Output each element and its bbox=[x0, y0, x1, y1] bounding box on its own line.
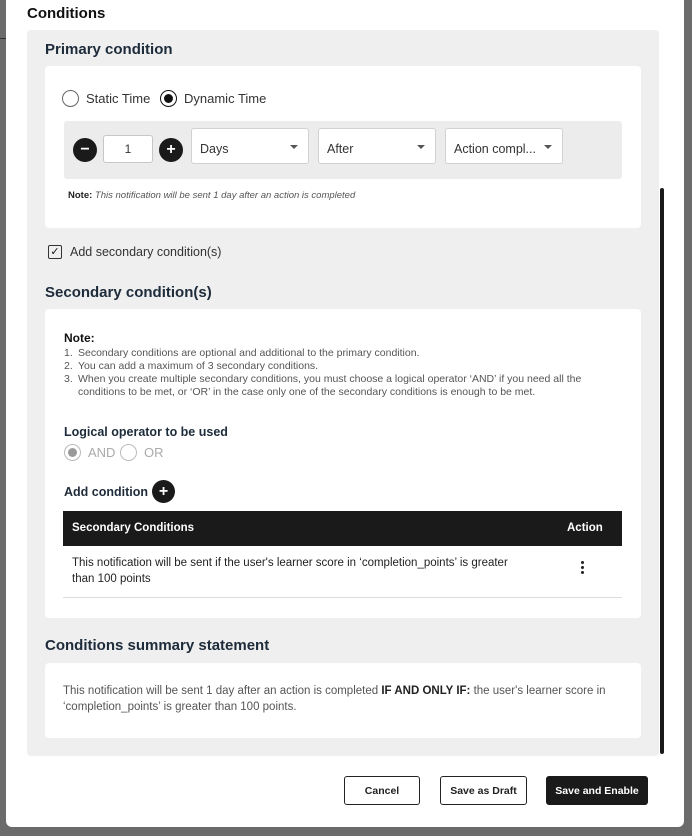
save-draft-button[interactable]: Save as Draft bbox=[440, 776, 527, 805]
minus-icon: − bbox=[80, 141, 90, 158]
plus-icon: + bbox=[158, 482, 169, 500]
add-secondary-label: Add secondary condition(s) bbox=[70, 245, 222, 259]
conditions-modal bbox=[6, 0, 684, 827]
primary-note-label: Note: bbox=[68, 190, 93, 201]
summary-title: Conditions summary statement bbox=[45, 637, 270, 654]
event-select-value: Action compl... bbox=[454, 142, 536, 156]
quantity-input[interactable]: 1 bbox=[103, 135, 153, 163]
summary-card bbox=[45, 663, 641, 738]
chevron-down-icon bbox=[417, 145, 425, 149]
radio-selected-dot bbox=[164, 94, 173, 103]
secondary-conditions-card bbox=[45, 309, 641, 618]
note-item: 2. You can add a maximum of 3 secondary conditions. bbox=[64, 360, 319, 372]
logical-operator-label: Logical operator to be used bbox=[64, 425, 228, 439]
dynamic-time-option[interactable] bbox=[160, 90, 266, 107]
static-time-radio[interactable] bbox=[62, 90, 79, 107]
increment-button[interactable] bbox=[159, 138, 183, 162]
secondary-conditions-table-header bbox=[63, 511, 622, 546]
plus-icon: + bbox=[166, 141, 176, 158]
secondary-notes-list bbox=[64, 347, 624, 399]
relation-select[interactable] bbox=[318, 128, 436, 164]
note-item: 1. Secondary conditions are optional and additional to the primary condition. bbox=[64, 347, 420, 359]
chevron-down-icon bbox=[544, 145, 552, 149]
note-item: 3. When you create multiple secondary conditions, you must choose a logical operator ‘AND’ if you need all the conditions to be met, or ‘OR’ in the case only one of the secondary conditions is enough to be met. bbox=[64, 373, 582, 398]
event-select[interactable] bbox=[445, 128, 563, 164]
more-options-icon[interactable] bbox=[581, 560, 584, 575]
or-label: OR bbox=[144, 445, 164, 460]
modal-title: Conditions bbox=[27, 5, 106, 22]
or-option[interactable] bbox=[120, 444, 164, 461]
add-secondary-checkbox[interactable] bbox=[48, 245, 62, 259]
checkmark-icon: ✓ bbox=[50, 245, 60, 258]
decrement-button[interactable] bbox=[73, 138, 97, 162]
table-row bbox=[63, 546, 622, 598]
scrollbar[interactable] bbox=[660, 188, 664, 754]
column-header-action: Action bbox=[567, 522, 603, 534]
cancel-button[interactable]: Cancel bbox=[344, 776, 420, 805]
or-radio[interactable] bbox=[120, 444, 137, 461]
and-option[interactable] bbox=[64, 444, 115, 461]
secondary-note-title: Note: bbox=[64, 331, 95, 345]
dynamic-time-radio[interactable] bbox=[160, 90, 177, 107]
chevron-down-icon bbox=[290, 145, 298, 149]
primary-condition-card bbox=[45, 66, 641, 228]
dynamic-time-label: Dynamic Time bbox=[184, 91, 267, 106]
add-secondary-toggle[interactable] bbox=[48, 245, 221, 259]
and-radio[interactable] bbox=[64, 444, 81, 461]
radio-selected-dot bbox=[68, 448, 77, 457]
add-condition-label: Add condition bbox=[64, 485, 149, 499]
summary-statement: This notification will be sent 1 day after an action is completed IF AND ONLY IF: the user's learner score in ‘completion_points’ is greater than 100 points. bbox=[63, 685, 606, 713]
static-time-label: Static Time bbox=[86, 91, 151, 106]
add-condition-button[interactable] bbox=[152, 480, 175, 503]
secondary-conditions-title: Secondary condition(s) bbox=[45, 284, 212, 301]
static-time-option[interactable] bbox=[62, 90, 150, 107]
and-label: AND bbox=[88, 445, 116, 460]
primary-condition-title: Primary condition bbox=[45, 41, 173, 58]
unit-select-value: Days bbox=[200, 142, 229, 156]
relation-select-value: After bbox=[327, 142, 354, 156]
column-header-conditions: Secondary Conditions bbox=[72, 522, 195, 534]
save-and-enable-button[interactable]: Save and Enable bbox=[546, 776, 648, 805]
conditions-panel bbox=[27, 30, 659, 756]
primary-note bbox=[68, 190, 355, 201]
primary-note-text: This notification will be sent 1 day after an action is completed bbox=[94, 190, 356, 201]
unit-select[interactable] bbox=[191, 128, 309, 164]
condition-text: This notification will be sent if the user's learner score in ‘completion_points’ is greater than 100 points bbox=[72, 557, 508, 585]
dynamic-time-controls bbox=[64, 121, 622, 179]
